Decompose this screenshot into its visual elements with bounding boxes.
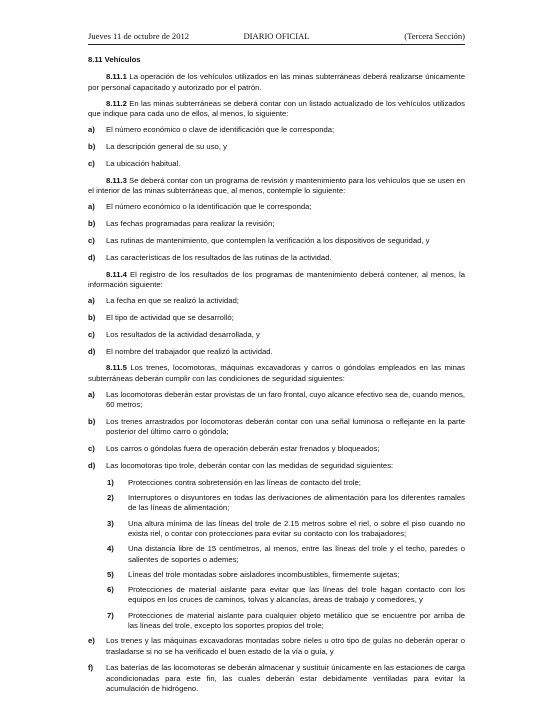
- sub-list-item: [88, 493, 465, 514]
- sub-list-item: [88, 519, 465, 540]
- sub-item-text: Una distancia libre de 15 centímetros, al menos, entre las líneas del trole y el techo, paredes o salientes de soportes o ademes;: [128, 544, 465, 564]
- paragraph-8-11-4: [88, 270, 465, 291]
- paragraph-8-11-2: [88, 99, 465, 120]
- section-title: 8.11 Vehículos: [88, 55, 141, 64]
- item-text: El nombre del trabajador que realizó la actividad.: [106, 346, 273, 356]
- item-text: Las locomotoras deberán estar provistas de un faro frontal, cuyo alcance efectivo sea de, cuando menos, 60 metros;: [106, 390, 465, 410]
- header-rule: [88, 44, 465, 45]
- item-letter: b): [88, 142, 96, 152]
- list-item: [88, 461, 465, 471]
- paragraph-number: 8.11.3: [106, 175, 127, 185]
- item-letter: c): [88, 329, 95, 339]
- list-item: [88, 296, 465, 306]
- item-letter: d): [88, 252, 96, 262]
- item-letter: f): [88, 663, 94, 673]
- running-header: [88, 31, 465, 45]
- sub-list-item: [88, 544, 465, 565]
- item-text: La descripción general de su uso, y: [106, 142, 227, 152]
- list-item: [88, 253, 465, 263]
- sub-list-item: [88, 585, 465, 606]
- item-text: Los trenes arrastrados por locomotoras deberán contar con una señal luminosa o reflejante en la parte posterior del último carro o góndola;: [106, 417, 465, 437]
- paragraph-text: El registro de los resultados de los programas de mantenimiento deberá contener, al menos, la información siguiente:: [88, 269, 465, 289]
- sub-item-number: 2): [107, 493, 114, 503]
- item-text: Las fechas programadas para realizar la revisión;: [106, 219, 275, 229]
- paragraph-8-11-1: [88, 72, 465, 93]
- item-letter: d): [88, 346, 96, 356]
- sub-item-number: 3): [107, 518, 114, 528]
- list-item: [88, 347, 465, 357]
- paragraph-text: En las minas subterráneas se deberá contar con un listado actualizado de los vehículos utilizados que indique para cada uno de ellos, al menos, lo siguiente:: [88, 98, 465, 119]
- sub-item-number: 4): [107, 544, 114, 554]
- paragraph-text: Se deberá contar con un programa de revisión y mantenimiento para los vehículos que se usen en el interior de las minas subterráneas que, al menos, contemple lo siguiente:: [88, 175, 465, 196]
- list-item: [88, 202, 465, 212]
- sub-item-number: 7): [107, 610, 114, 620]
- sub-item-text: Protecciones de material aislante para evitar que las líneas del trole hagan contacto con los equipos en los cruces de caminos, tolvas y alcancías, áreas de trabajo y comedores, y: [128, 585, 465, 605]
- sub-item-text: Una altura mínima de las líneas del trole de 2.15 metros sobre el riel, o sobre el piso cuando no exista riel, o contar con protecciones para evitar su contacto con los trabajadores;: [128, 518, 465, 538]
- sub-item-number: 6): [107, 585, 114, 595]
- list-item: [88, 236, 465, 246]
- item-text: Las locomotoras tipo trole, deberán contar con las medidas de seguridad siguientes:: [106, 461, 394, 471]
- item-text: El número económico o la identificación que le corresponda;: [106, 202, 312, 212]
- item-text: La ubicación habitual.: [106, 159, 181, 169]
- item-text: Las baterías de las locomotoras se deberán almacenar y sustituir únicamente en las estaciones de carga acondicionadas para este fin, las cuales deberán estar debidamente ventiladas para evitar la acumulación de hidrógeno.: [106, 663, 465, 694]
- list-item: [88, 444, 465, 454]
- document-body: [88, 55, 465, 701]
- sub-list-item: [88, 478, 465, 488]
- item-letter: e): [88, 636, 95, 646]
- list-item: [88, 330, 465, 340]
- item-letter: c): [88, 159, 95, 169]
- header-publication: DIARIO OFICIAL: [243, 31, 310, 41]
- item-letter: a): [88, 296, 95, 306]
- header-section: (Tercera Sección): [404, 31, 465, 41]
- sub-list-item: [88, 611, 465, 632]
- paragraph-8-11-5: [88, 363, 465, 384]
- list-item: [88, 159, 465, 169]
- paragraph-8-11-3: [88, 176, 465, 197]
- list-item: [88, 219, 465, 229]
- sub-item-text: Protecciones contra sobretensión en las líneas de contacto del trole;: [128, 477, 361, 487]
- item-letter: b): [88, 313, 96, 323]
- list-item: [88, 142, 465, 152]
- sub-item-number: 5): [107, 569, 114, 579]
- item-letter: a): [88, 390, 95, 400]
- sub-list-item: [88, 570, 465, 580]
- item-text: El tipo de actividad que se desarrolló;: [106, 313, 234, 323]
- item-letter: a): [88, 202, 95, 212]
- sub-item-text: Líneas del trole montadas sobre aisladores incombustibles, firmemente sujetas;: [128, 569, 400, 579]
- paragraph-number: 8.11.2: [106, 98, 127, 108]
- item-letter: c): [88, 444, 95, 454]
- item-letter: b): [88, 219, 96, 229]
- item-text: La fecha en que se realizó la actividad;: [106, 296, 239, 306]
- list-item: [88, 636, 465, 657]
- item-text: El número económico o clave de identificación que le corresponda;: [106, 125, 335, 135]
- list-item: [88, 663, 465, 694]
- item-letter: c): [88, 236, 95, 246]
- sub-item-text: Protecciones de material aislante para cualquier objeto metálico que se encuentre por arriba de las líneas del trole, excepto los soportes propios del trole;: [128, 610, 465, 631]
- list-item: [88, 390, 465, 411]
- paragraph-number: 8.11.4: [106, 269, 127, 279]
- item-text: Las características de los resultados de las rutinas de la actividad.: [106, 252, 332, 262]
- paragraph-number: 8.11.1: [106, 72, 127, 82]
- item-text: Los resultados de la actividad desarrollada, y: [106, 329, 260, 339]
- paragraph-text: Los trenes, locomotoras, máquinas excavadoras y carros o góndolas empleados en las minas subterráneas deberán cumplir con las condiciones de seguridad siguientes:: [88, 363, 465, 383]
- item-text: Los carros o góndolas fuera de operación deberán estar frenados y bloqueados;: [106, 444, 380, 454]
- item-text: Los trenes y las máquinas excavadoras montadas sobre rieles u otro tipo de guías no deberán operar o trasladarse si no se ha verificado el buen estado de la vía o guía, y: [106, 636, 465, 656]
- list-item: [88, 313, 465, 323]
- paragraph-number: 8.11.5: [106, 363, 127, 373]
- item-letter: b): [88, 417, 96, 427]
- sub-item-number: 1): [107, 477, 114, 487]
- list-item: [88, 417, 465, 438]
- paragraph-text: La operación de los vehículos utilizados en las minas subterráneas deberá realizarse únicamente por personal capacitado y autorizado por el patrón.: [88, 72, 465, 92]
- sub-item-text: Interruptores o disyuntores en todas las derivaciones de alimentación para los diferentes ramales de las líneas de alimentación;: [128, 493, 465, 513]
- list-item: [88, 125, 465, 135]
- header-date: Jueves 11 de octubre de 2012: [88, 31, 190, 41]
- item-letter: d): [88, 461, 96, 471]
- item-text: Las rutinas de mantenimiento, que contemplen la verificación a los dispositivos de seguridad, y: [106, 236, 430, 246]
- item-letter: a): [88, 125, 95, 135]
